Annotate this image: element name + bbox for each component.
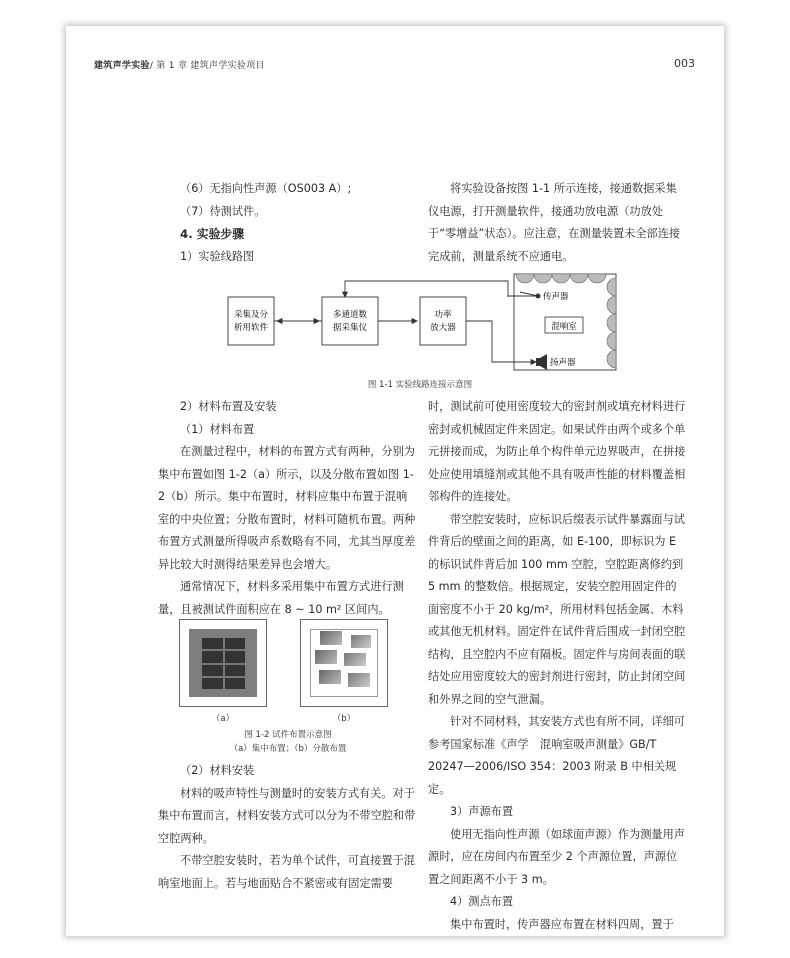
section-heading: 4. 实验步骤 <box>180 227 244 241</box>
figure-1-2-subcaption: （a）集中布置；（b）分散布置 <box>229 744 347 754</box>
running-header <box>94 58 265 71</box>
dispersed-specimen <box>348 673 370 687</box>
subsection-heading: 3）声源布置 <box>450 805 514 818</box>
figure-1-2-caption: 图 1-2 试件布置示意图 <box>244 730 332 740</box>
paragraph: 在测量过程中，材料的布置方式有两种，分别为集中布置如图 1-2（a）所示，以及分散布置如图 1-2（b）所示。集中布置时，材料应集中布置于混响室的中央位置；分散布置时，材料可随机布置。两种布置方式测量所得吸声系数略有不同，尤其当厚度差异比较大时测得结果差异也会增大。 <box>158 445 416 571</box>
book-title: 建筑声学实验 <box>94 61 150 71</box>
left-bottom-text <box>158 760 418 895</box>
paragraph: 材料的吸声特性与测量时的安装方式有关。对于集中布置而言，材料安装方式可以分为不带空腔和带空腔两种。 <box>158 786 416 845</box>
right-top-text <box>428 178 686 268</box>
speaker-icon <box>536 354 547 370</box>
paragraph: 针对不同材料，其安装方式也有所不同，详细可参考国家标准《声学 混响室吸声测量》GB/T 20247—2006/ISO 354：2003 附录 B 中相关规定。 <box>428 715 685 796</box>
mic-label: 传声器 <box>543 292 569 302</box>
subsection-heading: 2）材料布置及安装 <box>180 400 277 413</box>
figure-1-2b-label: （b） <box>332 714 356 724</box>
figure-1-2a-label: （a） <box>211 714 235 724</box>
daq-label-1: 多通道数 <box>332 310 368 320</box>
subsection-heading: （2）材料安装 <box>180 764 255 777</box>
left-top-text <box>158 178 418 268</box>
right-body-text <box>428 396 686 936</box>
list-item: （7）待测试件。 <box>180 204 266 218</box>
paragraph: 将实验设备按图 1-1 所示连接，接通数据采集仪电源，打开测量软件，接通功放电源（功放处于“零增益”状态）。应注意，在测量装置未全部连接完成前，测量系统不应通电。 <box>428 182 681 263</box>
software-label-1: 采集及分 <box>233 310 269 320</box>
mic-icon <box>520 292 541 299</box>
paragraph: 使用无指向性声源（如球面声源）作为测量用声源时，应在房间内布置至少 2 个声源位置，声源位置之间距离不小于 3 m。 <box>428 827 685 886</box>
amplifier-box <box>420 297 466 345</box>
room-label: 混响室 <box>551 322 577 332</box>
left-body-text <box>158 396 418 621</box>
dispersed-specimen <box>320 631 342 645</box>
figure-1-2a-panel <box>179 619 267 707</box>
figure-1-2b-panel <box>300 619 388 707</box>
daq-label-2: 据采集仪 <box>332 323 368 333</box>
software-label-2: 析用软件 <box>233 323 269 333</box>
paragraph: 通常情况下，材料多采用集中布置方式进行测量，且被测试件面积应在 8 ~ 10 m² 区间内。 <box>158 580 404 616</box>
paragraph: 时，测试前可使用密度较大的密封剂或填充材料进行密封或机械固定件来固定。如果试件由两个或多个单元拼接而成，为防止单个构件单元边界吸声，在拼接处应使用填缝剂或其他不具有吸声性能的材料覆盖相邻构件的连接处。 <box>428 400 686 503</box>
dispersed-specimen <box>344 653 366 666</box>
dispersed-specimen <box>315 650 337 664</box>
daq-box <box>322 297 378 345</box>
chapter-title: / 第 1 章 建筑声学实验项目 <box>149 61 265 71</box>
amp-label-1: 功率 <box>434 310 452 320</box>
subsection-heading: 4）测点布置 <box>450 895 514 908</box>
dispersed-specimen <box>319 670 341 684</box>
figure-1-1-caption: 图 1-1 实验线路连接示意图 <box>367 380 473 390</box>
signal-line <box>345 281 508 297</box>
software-box <box>228 297 274 345</box>
figure-1-1-diagram <box>220 272 640 372</box>
concentrated-specimen <box>202 638 245 689</box>
amp-label-2: 放大器 <box>430 323 456 333</box>
subsection-heading: （1）材料布置 <box>180 422 255 436</box>
subsection-heading: 1）实验线路图 <box>180 249 255 263</box>
paragraph: 不带空腔安装时，若为单个试件，可直接置于混响室地面上。若与地面贴合不紧密或有固定需要 <box>158 854 415 890</box>
dispersed-specimen <box>351 635 371 648</box>
paragraph: 集中布置时，传声器应布置在材料四周，置于 <box>450 917 674 931</box>
list-item: （6）无指向性声源（OS003 A）; <box>180 182 352 195</box>
page-number: 003 <box>674 57 695 70</box>
paragraph: 带空腔安装时，应标识后缀表示试件暴露面与试件背后的壁面之间的距离，如 E-100，即标识为 E 的标识试件背后加 100 mm 空腔，空腔距离修约到 5 mm 的整数倍。根据规定，安装空腔用固定件的面密度不小于 20 kg/m²，所用材料包括金属、木料或其他无机材料。固定件在试件背后围成一封闭空腔结构，且空腔内不应有隔板。固定件与房间表面的联结处应用密度较大的密封剂进行密封，防止封闭空间和外界之间的空气泄漏。 <box>428 512 686 706</box>
speaker-label: 扬声器 <box>550 358 576 368</box>
